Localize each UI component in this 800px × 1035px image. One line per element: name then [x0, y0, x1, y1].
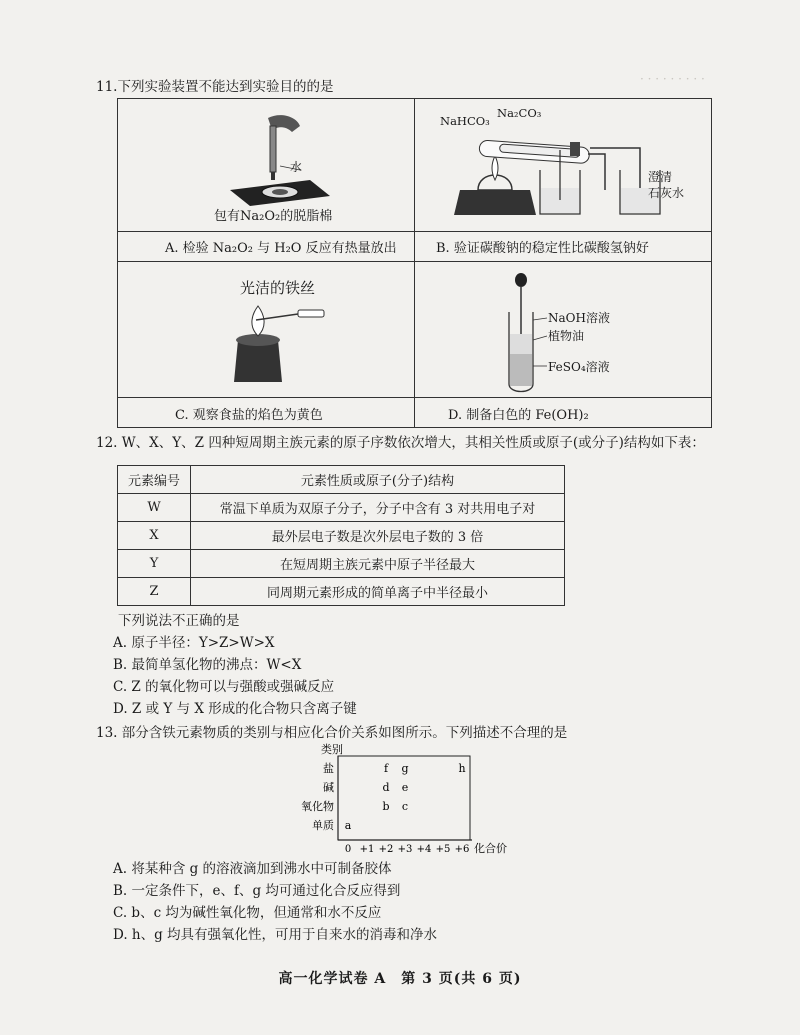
page-footer: 高一化学试卷 A 第 3 页(共 6 页) — [278, 971, 522, 987]
q13-option-d: D. h、g 均具有强氧化性，可用于自来水的消毒和净水 — [113, 927, 438, 943]
q13-stem: 13. 部分含铁元素物质的类别与相应化合价关系如图所示。下列描述不合理的是 — [96, 725, 568, 741]
chart-x-tick-label: 0 — [344, 844, 352, 855]
chart-point-b: b — [382, 800, 390, 813]
q12-option-a: A. 原子半径：Y>Z>W>X — [113, 635, 275, 651]
grid-divider — [118, 397, 711, 398]
table-header-cell: 元素性质或原子(分子)结构 — [191, 466, 565, 494]
panel-c-caption: C. 观察食盐的焰色为黄色 — [175, 408, 323, 423]
panel-b-label-nahco3: NaHCO₃ — [440, 114, 490, 128]
element-id-cell: X — [118, 522, 191, 550]
q12-option-d: D. Z 或 Y 与 X 形成的化合物只含离子键 — [113, 701, 357, 717]
panel-c-drawing — [228, 300, 328, 390]
table-row — [118, 578, 565, 606]
grid-divider-vertical — [414, 99, 415, 427]
chart-x-tick-label: +3 — [397, 844, 413, 855]
q13-option-b: B. 一定条件下，e、f、g 均可通过化合反应得到 — [113, 883, 401, 899]
panel-b-label-limewater-2: 石灰水 — [648, 186, 685, 200]
chart-y-ticks — [301, 761, 334, 832]
chart-point-d: d — [382, 781, 390, 794]
chart-x-ticks — [345, 844, 470, 855]
element-id-cell: Y — [118, 550, 191, 578]
panel-d-label-feso4: FeSO₄溶液 — [548, 360, 610, 374]
bleed-through-text: · · · · · · · · · — [640, 72, 705, 86]
chart-y-tick-label: 单质 — [312, 819, 334, 832]
q12-prompt: 下列说法不正确的是 — [118, 613, 240, 629]
q11-stem: 11.下列实验装置不能达到实验目的的是 — [96, 79, 334, 95]
chart-point-e: e — [401, 781, 409, 794]
element-desc-cell: 在短周期主族元素中原子半径最大 — [191, 550, 565, 578]
chart-point-h: h — [458, 762, 466, 775]
table-row — [118, 522, 565, 550]
panel-a-drawing — [200, 108, 350, 218]
chart-y-title: 类别 — [321, 743, 343, 756]
grid-divider — [118, 231, 711, 232]
grid-divider — [118, 261, 711, 262]
q12-option-b: B. 最简单氢化物的沸点：W<X — [113, 657, 302, 673]
chart-point-f: f — [383, 762, 389, 775]
chart-x-title: 化合价 — [474, 842, 507, 855]
q12-stem: 12. W、X、Y、Z 四种短周期主族元素的原子序数依次增大，其相关性质或原子(或分子)结构如下表： — [96, 435, 705, 451]
chart-point-g: g — [401, 762, 409, 775]
element-id-cell: Z — [118, 578, 191, 606]
panel-a-label-cotton: 包有Na₂O₂的脱脂棉 — [214, 209, 333, 224]
chart-y-tick-label: 碱 — [323, 781, 334, 794]
element-id-cell: W — [118, 494, 191, 522]
table-header-row — [118, 466, 565, 494]
panel-b-label-limewater-1: 澄清 — [648, 170, 673, 184]
table-header-cell: 元素编号 — [118, 466, 191, 494]
panel-a-caption: A. 检验 Na₂O₂ 与 H₂O 反应有热量放出 — [165, 241, 397, 256]
panel-d-label-oil: 植物油 — [548, 329, 585, 343]
table-row — [118, 494, 565, 522]
panel-d-label-naoh: NaOH溶液 — [548, 311, 610, 325]
chart-point-a: a — [344, 819, 352, 832]
chart-point-c: c — [401, 800, 409, 813]
panel-c-label-wire: 光洁的铁丝 — [240, 279, 316, 297]
element-desc-cell: 常温下单质为双原子分子，分子中含有 3 对共用电子对 — [191, 494, 565, 522]
panel-b-caption: B. 验证碳酸钠的稳定性比碳酸氢钠好 — [436, 241, 649, 256]
chart-y-tick-label: 盐 — [323, 762, 334, 775]
panel-a-label-water: 水 — [290, 160, 303, 174]
element-desc-cell: 同周期元素形成的简单离子中半径最小 — [191, 578, 565, 606]
q13-valence-chart — [290, 742, 520, 862]
q13-option-c: C. b、c 均为碱性氧化物，但通常和水不反应 — [113, 905, 382, 921]
panel-b-label-na2co3: Na₂CO₃ — [497, 106, 542, 120]
chart-points — [345, 762, 466, 832]
chart-x-tick-label: +2 — [378, 844, 394, 855]
chart-x-tick-label: +5 — [435, 844, 451, 855]
element-desc-cell: 最外层电子数是次外层电子数的 3 倍 — [191, 522, 565, 550]
table-row — [118, 550, 565, 578]
chart-x-tick-label: +6 — [454, 844, 470, 855]
panel-d-caption: D. 制备白色的 Fe(OH)₂ — [448, 408, 589, 423]
chart-x-tick-label: +4 — [416, 844, 432, 855]
q13-option-a: A. 将某种含 g 的溶液滴加到沸水中可制备胶体 — [113, 861, 392, 877]
chart-y-tick-label: 氧化物 — [301, 800, 334, 813]
q12-element-table — [117, 465, 565, 606]
q12-option-c: C. Z 的氧化物可以与强酸或强碱反应 — [113, 679, 335, 695]
chart-x-tick-label: +1 — [359, 844, 375, 855]
